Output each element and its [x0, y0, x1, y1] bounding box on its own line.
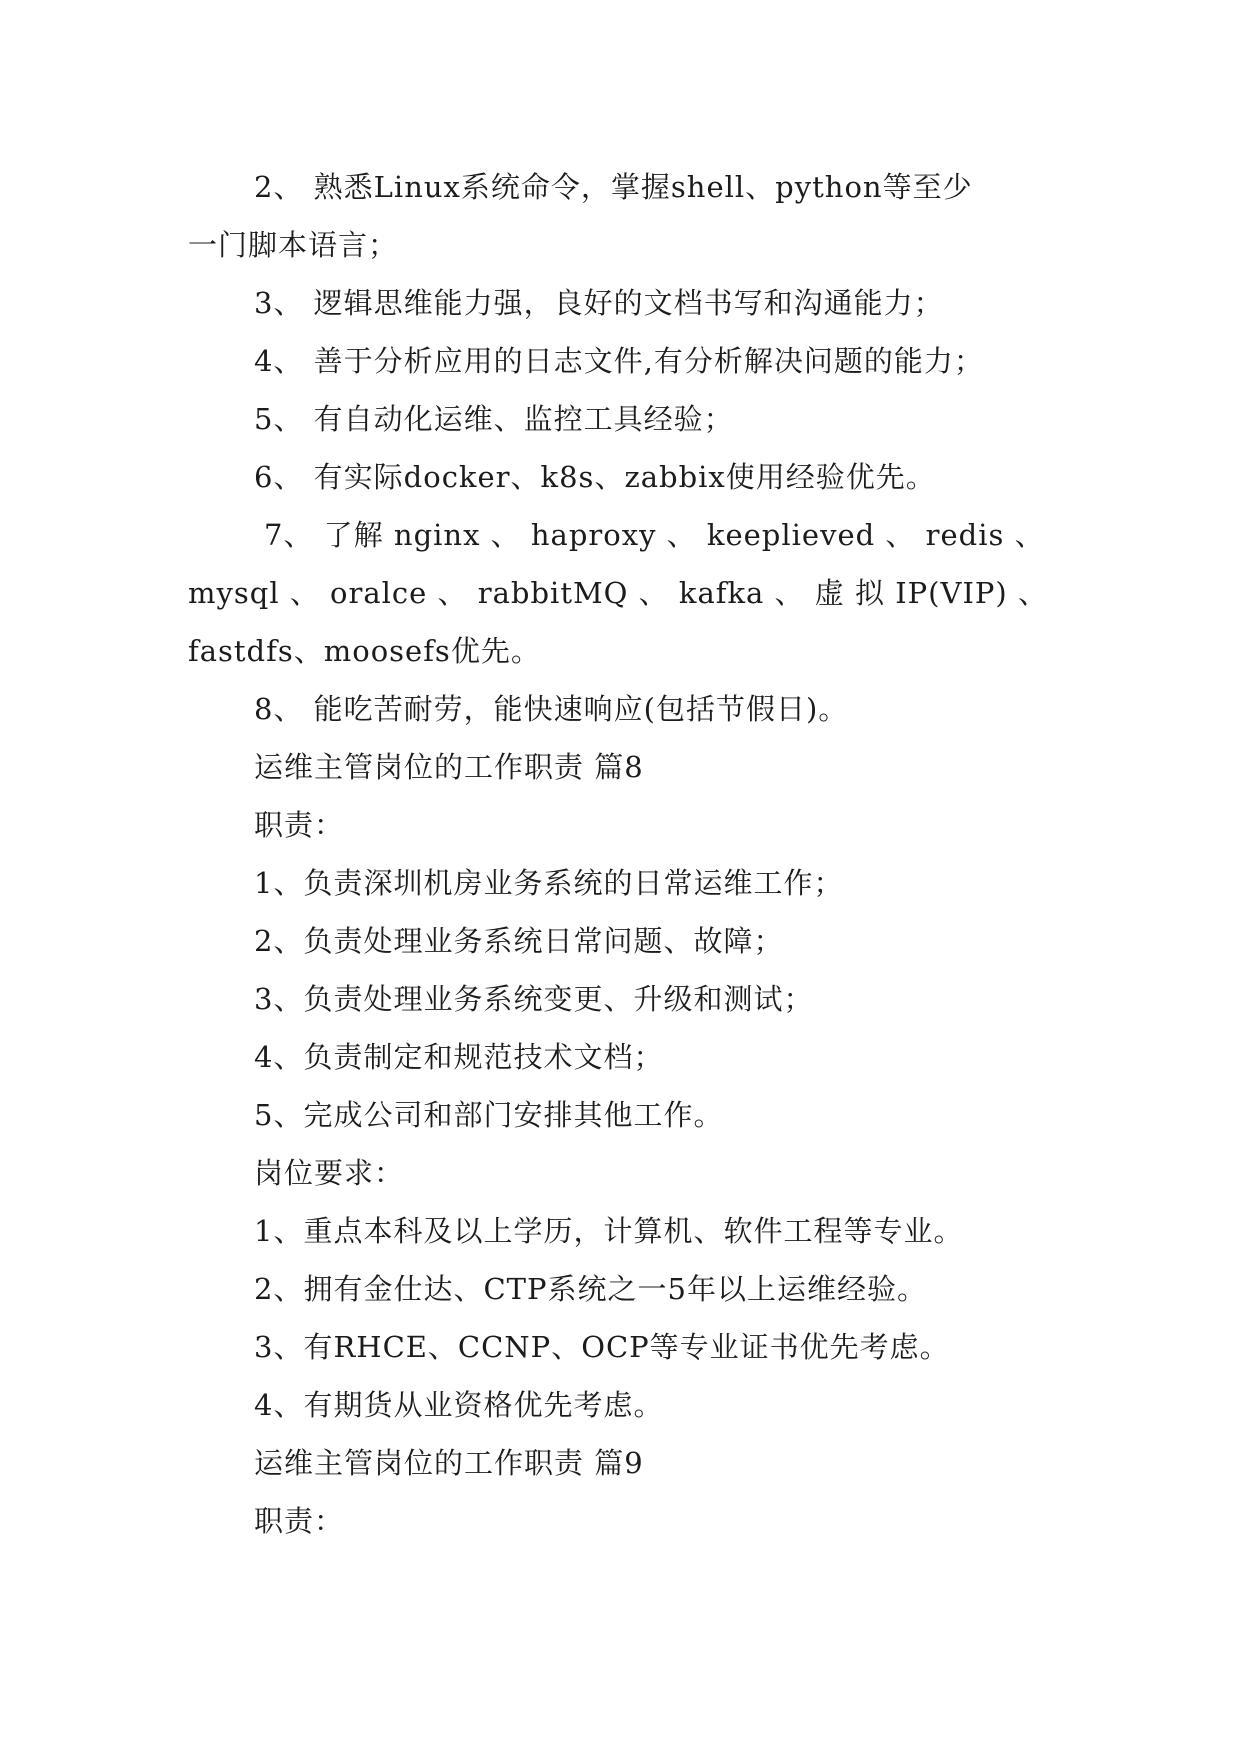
requirement-item-1: 1、重点本科及以上学历，计算机、软件工程等专业。	[254, 1214, 964, 1248]
duties-label-2: 职责：	[254, 1504, 345, 1538]
list-item-7-line-2: mysql 、 oralce 、 rabbitMQ 、 kafka 、 虚 拟 IP(VIP) 、	[188, 576, 1048, 610]
section-heading-8: 运维主管岗位的工作职责 篇8	[254, 750, 644, 784]
list-item-6: 6、 有实际docker、k8s、zabbix使用经验优先。	[254, 460, 936, 494]
requirement-item-2: 2、拥有金仕达、CTP系统之一5年以上运维经验。	[254, 1272, 927, 1306]
requirements-label: 岗位要求：	[254, 1156, 405, 1190]
list-item-2-line-1: 2、 熟悉Linux系统命令，掌握shell、python等至少	[254, 170, 973, 204]
document-body	[188, 158, 1056, 1550]
list-item-3: 3、 逻辑思维能力强，良好的文档书写和沟通能力；	[254, 286, 944, 320]
list-item-7-line-3: fastdfs、moosefs优先。	[188, 634, 541, 668]
duty-item-5: 5、完成公司和部门安排其他工作。	[254, 1098, 724, 1132]
duty-item-2: 2、负责处理业务系统日常问题、故障；	[254, 924, 784, 958]
requirement-item-3: 3、有RHCE、CCNP、OCP等专业证书优先考虑。	[254, 1330, 950, 1364]
duty-item-4: 4、负责制定和规范技术文档；	[254, 1040, 664, 1074]
requirement-item-4: 4、有期货从业资格优先考虑。	[254, 1388, 664, 1422]
duties-label: 职责：	[254, 808, 345, 842]
list-item-8: 8、 能吃苦耐劳，能快速响应(包括节假日)。	[254, 692, 849, 726]
list-item-4: 4、 善于分析应用的日志文件,有分析解决问题的能力；	[254, 344, 984, 378]
duty-item-3: 3、负责处理业务系统变更、升级和测试；	[254, 982, 814, 1016]
section-heading-9: 运维主管岗位的工作职责 篇9	[254, 1446, 644, 1480]
list-item-5: 5、 有自动化运维、监控工具经验；	[254, 402, 734, 436]
list-item-2-line-2: 一门脚本语言；	[188, 228, 399, 262]
list-item-7-line-1: 7、 了解 nginx 、 haproxy 、 keeplieved 、 redis 、	[264, 518, 1045, 552]
duty-item-1: 1、负责深圳机房业务系统的日常运维工作；	[254, 866, 844, 900]
